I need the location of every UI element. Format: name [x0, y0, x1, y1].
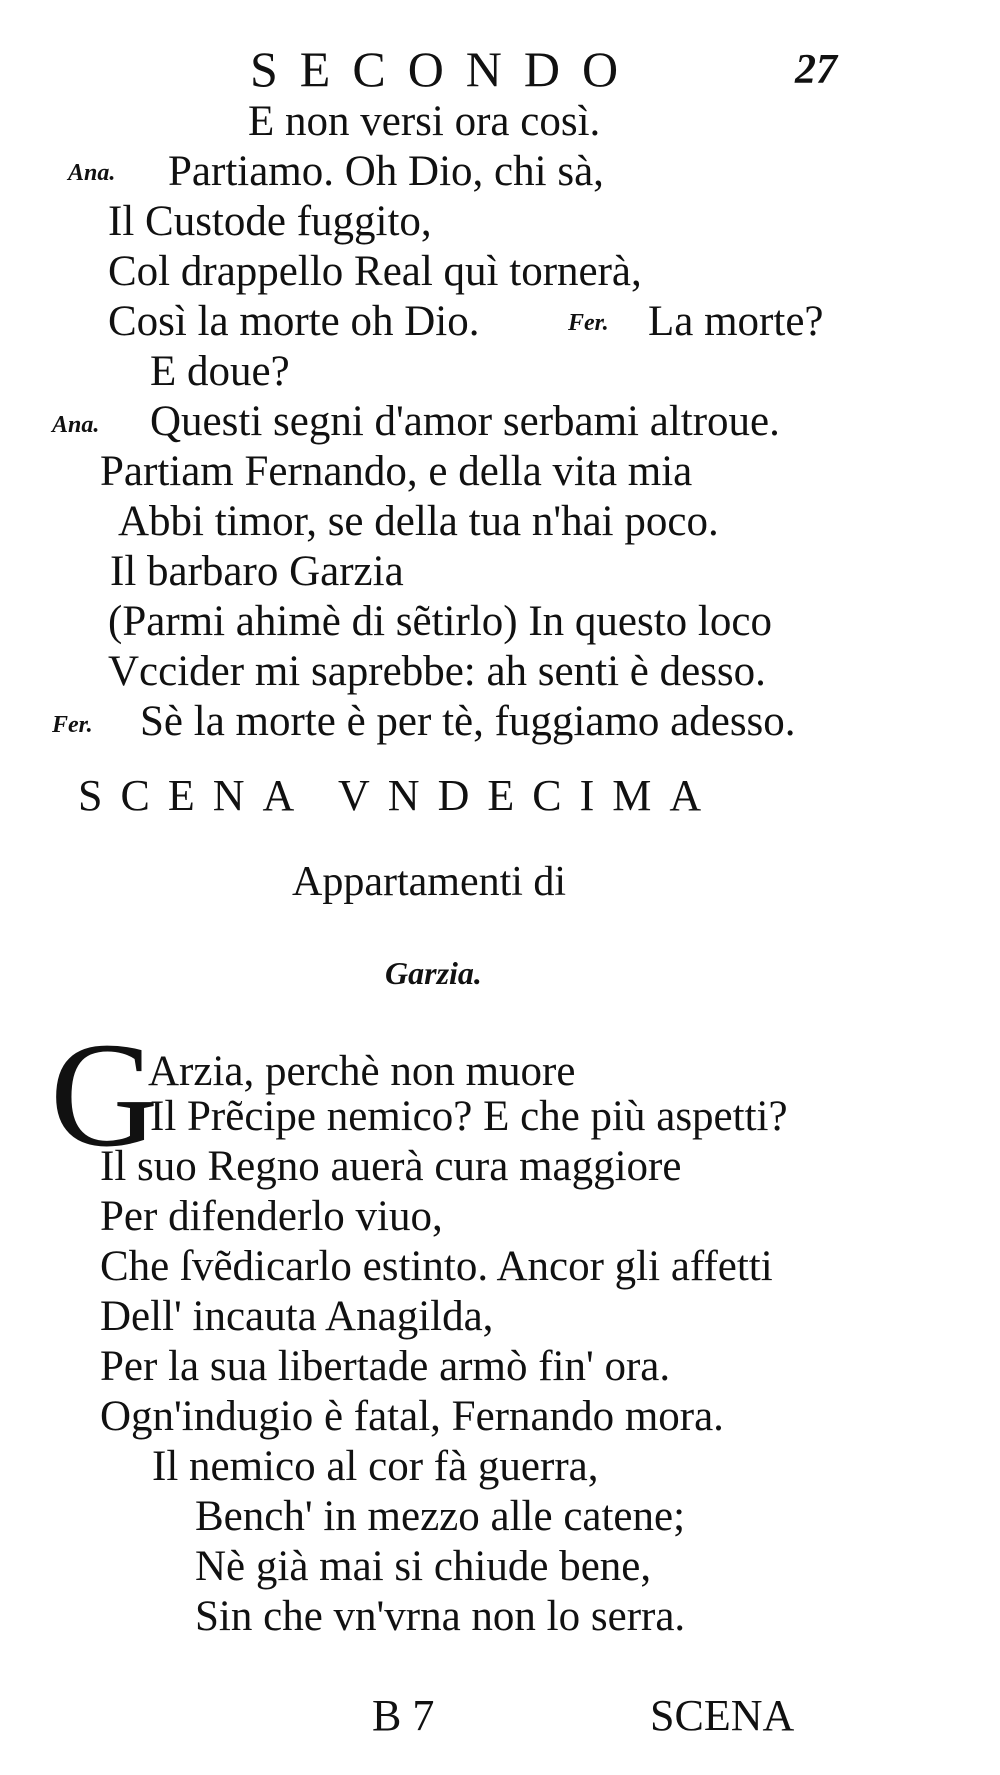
speaker-label: Fer. — [52, 712, 93, 738]
verse-line: Vccider mi saprebbe: ah senti è desso. — [108, 648, 766, 695]
speaker-label: Fer. — [568, 310, 609, 336]
signature-mark: B 7 — [372, 1691, 435, 1740]
verse-line: Bench' in mezzo alle catene; — [195, 1493, 686, 1540]
scene-heading: SCENA VNDECIMA — [78, 771, 720, 820]
running-title: SECONDO — [250, 41, 641, 97]
page-number: 27 — [795, 47, 837, 93]
verse-line: Abbi timor, se della tua n'hai poco. — [118, 498, 719, 545]
verse-line: Questi segni d'amor serbami altroue. — [150, 398, 780, 445]
scene-place: Garzia. — [385, 955, 482, 991]
verse-line: Partiamo. Oh Dio, chi sà, — [168, 148, 604, 195]
verse-line: Sè la morte è per tè, fuggiamo adesso. — [140, 698, 796, 745]
verse-line: Il suo Regno auerà cura maggiore — [100, 1143, 682, 1190]
verse-line: Per difenderlo viuo, — [100, 1193, 443, 1240]
verse-line: Il nemico al cor fà guerra, — [152, 1443, 599, 1490]
catchword: SCENA — [650, 1691, 795, 1740]
verse-line: Dell' incauta Anagilda, — [100, 1293, 494, 1340]
verse-line: Che ſvẽdicarlo estinto. Ancor gli affetti — [100, 1243, 773, 1290]
speaker-label: Ana. — [52, 412, 100, 438]
verse-line: Il barbaro Garzia — [110, 548, 404, 595]
verse-line: Il Custode fuggito, — [108, 198, 432, 245]
verse-line: Ogn'indugio è fatal, Fernando mora. — [100, 1393, 724, 1440]
verse-line: E non versi ora così. — [248, 98, 601, 145]
verse-line: E doue? — [150, 348, 290, 395]
scene-setting: Appartamenti di — [292, 859, 567, 905]
verse-line: Per la sua libertade armò fin' ora. — [100, 1343, 671, 1390]
verse-line: La morte? — [648, 298, 824, 345]
verse-line: Partiam Fernando, e della vita mia — [100, 448, 693, 495]
verse-line: Sin che vn'vrna non lo serra. — [195, 1593, 686, 1640]
verse-line: Col drappello Real quì tornerà, — [108, 248, 642, 295]
drop-cap: G — [50, 1012, 159, 1178]
verse-line: Così la morte oh Dio. — [108, 298, 480, 345]
verse-line: Il Prẽcipe nemico? E che più aspetti? — [150, 1093, 788, 1140]
verse-line: Arzia, perchè non muore — [148, 1048, 576, 1095]
verse-line: Nè già mai si chiude bene, — [195, 1543, 652, 1590]
verse-line: (Parmi ahimè di sẽtirlo) In questo loco — [108, 598, 772, 645]
speaker-label: Ana. — [68, 160, 116, 186]
